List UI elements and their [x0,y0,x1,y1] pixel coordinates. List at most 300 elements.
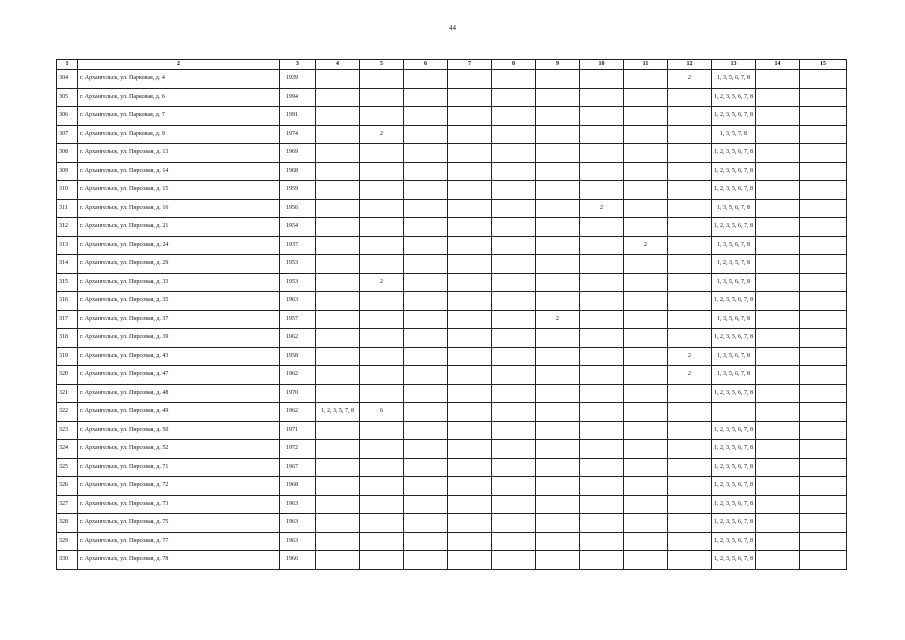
col13-cell: 1, 2, 3, 5, 6, 7, 8 [712,514,756,533]
row-number: 304 [57,70,78,89]
col15-cell [800,403,847,422]
year-cell: 1957 [280,310,316,329]
col8-cell [492,70,536,89]
col14-cell [756,199,800,218]
col14-cell [756,181,800,200]
col12-cell [668,125,712,144]
col12-cell [668,514,712,533]
table-row [57,125,847,144]
col-header: 5 [360,60,404,70]
col15-cell [800,107,847,126]
col9-cell [536,421,580,440]
col9-cell [536,403,580,422]
address-cell: г. Архангельск, ул. Пирсовая, д. 16 [78,199,280,218]
col7-cell [448,477,492,496]
col5-cell [360,458,404,477]
col6-cell [404,125,448,144]
col12-cell [668,551,712,570]
col11-cell: 2 [624,236,668,255]
col13-cell: 1, 2, 3, 5, 6, 7, 8 [712,440,756,459]
table-row [57,310,847,329]
row-number: 325 [57,458,78,477]
col12-cell [668,384,712,403]
col11-cell [624,273,668,292]
col11-cell [624,440,668,459]
col13-cell: 1, 2, 3, 5, 6, 7, 8 [712,181,756,200]
address-cell: г. Архангельск, ул. Пирсовая, д. 75 [78,514,280,533]
col13-cell: 1, 2, 3, 5, 6, 7, 8 [712,144,756,163]
col12-cell [668,292,712,311]
address-cell: г. Архангельск, ул. Пирсовая, д. 72 [78,477,280,496]
col14-cell [756,514,800,533]
col11-cell [624,88,668,107]
col4-cell [316,88,360,107]
col-header: 12 [668,60,712,70]
col14-cell [756,273,800,292]
col5-cell [360,532,404,551]
col14-cell [756,532,800,551]
col-header: 6 [404,60,448,70]
col7-cell [448,125,492,144]
col-header: 4 [316,60,360,70]
col12-cell [668,181,712,200]
col7-cell [448,199,492,218]
col5-cell: 2 [360,125,404,144]
col15-cell [800,458,847,477]
col7-cell [448,273,492,292]
col5-cell [360,329,404,348]
col10-cell [580,347,624,366]
row-number: 316 [57,292,78,311]
col5-cell [360,421,404,440]
year-cell: 1994 [280,88,316,107]
col-header: 14 [756,60,800,70]
col10-cell [580,162,624,181]
table-row [57,347,847,366]
col15-cell [800,88,847,107]
col15-cell [800,347,847,366]
address-cell: г. Архангельск, ул. Пирсовая, д. 21 [78,218,280,237]
address-cell: г. Архангельск, ул. Пирсовая, д. 50 [78,421,280,440]
col13-cell: 1, 2, 3, 5, 6, 7, 8 [712,458,756,477]
col6-cell [404,532,448,551]
address-cell: г. Архангельск, ул. Парковая, д. 7 [78,107,280,126]
col13-cell: 1, 2, 3, 5, 6, 7, 8 [712,218,756,237]
col11-cell [624,366,668,385]
col6-cell [404,292,448,311]
col7-cell [448,292,492,311]
col8-cell [492,255,536,274]
col12-cell [668,107,712,126]
row-number: 307 [57,125,78,144]
col4-cell [316,495,360,514]
col5-cell [360,236,404,255]
col8-cell [492,366,536,385]
col8-cell [492,403,536,422]
year-cell: 1958 [280,347,316,366]
year-cell: 1970 [280,384,316,403]
col11-cell [624,551,668,570]
row-number: 330 [57,551,78,570]
table-row [57,144,847,163]
table-row [57,366,847,385]
col11-cell [624,532,668,551]
col10-cell [580,440,624,459]
col9-cell [536,144,580,163]
col7-cell [448,107,492,126]
col12-cell: 2 [668,70,712,89]
row-number: 311 [57,199,78,218]
col14-cell [756,70,800,89]
col5-cell [360,255,404,274]
col4-cell [316,236,360,255]
col14-cell [756,236,800,255]
col6-cell [404,329,448,348]
table-row [57,421,847,440]
col15-cell [800,440,847,459]
year-cell: 1963 [280,292,316,311]
col9-cell [536,514,580,533]
col12-cell [668,495,712,514]
col7-cell [448,70,492,89]
col6-cell [404,255,448,274]
col9-cell [536,199,580,218]
col10-cell [580,125,624,144]
col-header: 3 [280,60,316,70]
col11-cell [624,403,668,422]
col6-cell [404,218,448,237]
col11-cell [624,199,668,218]
col15-cell [800,273,847,292]
address-cell: г. Архангельск, ул. Пирсовая, д. 71 [78,458,280,477]
col4-cell [316,181,360,200]
col13-cell: 1, 2, 3, 5, 6, 7, 8 [712,292,756,311]
col10-cell [580,292,624,311]
col10-cell [580,384,624,403]
col12-cell [668,255,712,274]
col8-cell [492,477,536,496]
col8-cell [492,199,536,218]
year-cell: 1972 [280,440,316,459]
col8-cell [492,440,536,459]
col12-cell [668,310,712,329]
col10-cell [580,273,624,292]
col13-cell: 1, 2, 3, 5, 7, 8 [712,255,756,274]
col9-cell [536,329,580,348]
table-row [57,255,847,274]
col9-cell [536,347,580,366]
col8-cell [492,273,536,292]
year-cell: 1963 [280,495,316,514]
address-cell: г. Архангельск, ул. Парковая, д. 4 [78,70,280,89]
col6-cell [404,107,448,126]
table-row [57,199,847,218]
col14-cell [756,310,800,329]
col6-cell [404,495,448,514]
col13-cell: 1, 2, 3, 5, 6, 7, 8 [712,162,756,181]
col11-cell [624,162,668,181]
col7-cell [448,347,492,366]
table-row [57,551,847,570]
col9-cell [536,292,580,311]
table-row [57,273,847,292]
row-number: 317 [57,310,78,329]
col13-cell: 1, 3, 5, 6, 7, 8 [712,347,756,366]
col4-cell [316,514,360,533]
col15-cell [800,366,847,385]
col15-cell [800,70,847,89]
col12-cell [668,477,712,496]
col-header: 10 [580,60,624,70]
col7-cell [448,181,492,200]
col13-cell: 1, 3, 5, 6, 7, 8 [712,70,756,89]
col14-cell [756,88,800,107]
address-cell: г. Архангельск, ул. Пирсовая, д. 33 [78,273,280,292]
col13-cell: 1, 2, 3, 5, 6, 7, 8 [712,495,756,514]
col15-cell [800,514,847,533]
col8-cell [492,162,536,181]
col14-cell [756,162,800,181]
col15-cell [800,329,847,348]
col5-cell [360,181,404,200]
col5-cell [360,366,404,385]
col5-cell: 2 [360,273,404,292]
col8-cell [492,458,536,477]
col12-cell [668,458,712,477]
col10-cell [580,70,624,89]
col11-cell [624,70,668,89]
col5-cell [360,218,404,237]
header-row [57,60,847,70]
col7-cell [448,310,492,329]
data-table [56,59,847,570]
col6-cell [404,144,448,163]
col4-cell [316,532,360,551]
table-row [57,181,847,200]
row-number: 326 [57,477,78,496]
col10-cell [580,366,624,385]
year-cell: 1953 [280,273,316,292]
address-cell: г. Архангельск, ул. Парковая, д. 9 [78,125,280,144]
col14-cell [756,292,800,311]
col10-cell [580,532,624,551]
col14-cell [756,255,800,274]
year-cell: 1968 [280,162,316,181]
col11-cell [624,477,668,496]
table-row [57,532,847,551]
col7-cell [448,255,492,274]
address-cell: г. Архангельск, ул. Пирсовая, д. 35 [78,292,280,311]
col15-cell [800,236,847,255]
col11-cell [624,310,668,329]
col8-cell [492,421,536,440]
row-number: 309 [57,162,78,181]
row-number: 310 [57,181,78,200]
row-number: 314 [57,255,78,274]
col9-cell [536,273,580,292]
col4-cell [316,440,360,459]
table-row [57,70,847,89]
row-number: 308 [57,144,78,163]
col14-cell [756,218,800,237]
col12-cell [668,88,712,107]
col15-cell [800,218,847,237]
col9-cell [536,440,580,459]
col14-cell [756,107,800,126]
col15-cell [800,421,847,440]
col10-cell [580,514,624,533]
col8-cell [492,218,536,237]
col5-cell [360,440,404,459]
col15-cell [800,199,847,218]
col6-cell [404,458,448,477]
year-cell: 1962 [280,329,316,348]
col5-cell [360,477,404,496]
col6-cell [404,347,448,366]
col5-cell [360,495,404,514]
col5-cell [360,70,404,89]
col11-cell [624,329,668,348]
col10-cell [580,495,624,514]
year-cell: 1968 [280,477,316,496]
year-cell: 1991 [280,107,316,126]
col8-cell [492,292,536,311]
col-header: 13 [712,60,756,70]
col9-cell [536,236,580,255]
col9-cell [536,458,580,477]
col5-cell [360,514,404,533]
col5-cell [360,144,404,163]
col5-cell [360,347,404,366]
year-cell: 1939 [280,70,316,89]
col7-cell [448,403,492,422]
col4-cell [316,292,360,311]
col11-cell [624,458,668,477]
col11-cell [624,514,668,533]
col12-cell [668,218,712,237]
col5-cell [360,107,404,126]
col11-cell [624,181,668,200]
year-cell: 1963 [280,532,316,551]
col4-cell [316,366,360,385]
col14-cell [756,440,800,459]
col6-cell [404,440,448,459]
address-cell: г. Архангельск, ул. Пирсовая, д. 49 [78,403,280,422]
row-number: 329 [57,532,78,551]
col9-cell [536,70,580,89]
year-cell: 1962 [280,403,316,422]
col14-cell [756,403,800,422]
col-header: 9 [536,60,580,70]
col15-cell [800,532,847,551]
col13-cell [712,403,756,422]
row-number: 312 [57,218,78,237]
year-cell: 1967 [280,458,316,477]
col7-cell [448,440,492,459]
col9-cell [536,532,580,551]
col10-cell [580,88,624,107]
col12-cell [668,403,712,422]
col10-cell [580,218,624,237]
col10-cell [580,421,624,440]
table-row [57,292,847,311]
col14-cell [756,421,800,440]
col12-cell [668,162,712,181]
col10-cell [580,255,624,274]
col11-cell [624,255,668,274]
address-cell: г. Архангельск, ул. Пирсовая, д. 52 [78,440,280,459]
col7-cell [448,218,492,237]
col15-cell [800,255,847,274]
col6-cell [404,273,448,292]
table-row [57,236,847,255]
col7-cell [448,384,492,403]
col15-cell [800,551,847,570]
address-cell: г. Архангельск, ул. Пирсовая, д. 73 [78,495,280,514]
col6-cell [404,366,448,385]
table-row [57,162,847,181]
col6-cell [404,477,448,496]
col-header: 2 [78,60,280,70]
col8-cell [492,384,536,403]
col14-cell [756,366,800,385]
row-number: 324 [57,440,78,459]
col8-cell [492,181,536,200]
col13-cell: 1, 2, 3, 5, 6, 7, 8 [712,107,756,126]
col12-cell [668,199,712,218]
col7-cell [448,532,492,551]
col10-cell [580,181,624,200]
table-row [57,384,847,403]
year-cell: 1974 [280,125,316,144]
col11-cell [624,292,668,311]
col11-cell [624,144,668,163]
address-cell: г. Архангельск, ул. Пирсовая, д. 47 [78,366,280,385]
col11-cell [624,421,668,440]
col9-cell [536,477,580,496]
col8-cell [492,532,536,551]
year-cell: 1953 [280,255,316,274]
col4-cell [316,125,360,144]
col-header: 11 [624,60,668,70]
col8-cell [492,514,536,533]
col12-cell: 2 [668,347,712,366]
row-number: 319 [57,347,78,366]
col11-cell [624,125,668,144]
col6-cell [404,70,448,89]
col13-cell: 1, 3, 5, 6, 7, 8 [712,273,756,292]
col6-cell [404,236,448,255]
col4-cell [316,218,360,237]
col10-cell [580,107,624,126]
col12-cell [668,144,712,163]
col10-cell [580,477,624,496]
address-cell: г. Архангельск, ул. Пирсовая, д. 48 [78,384,280,403]
table-row [57,495,847,514]
col11-cell [624,107,668,126]
col4-cell [316,199,360,218]
col12-cell [668,236,712,255]
col15-cell [800,477,847,496]
col11-cell [624,347,668,366]
table-row [57,477,847,496]
address-cell: г. Архангельск, ул. Пирсовая, д. 15 [78,181,280,200]
col15-cell [800,495,847,514]
col6-cell [404,162,448,181]
col7-cell [448,329,492,348]
col12-cell: 2 [668,366,712,385]
table-row [57,440,847,459]
